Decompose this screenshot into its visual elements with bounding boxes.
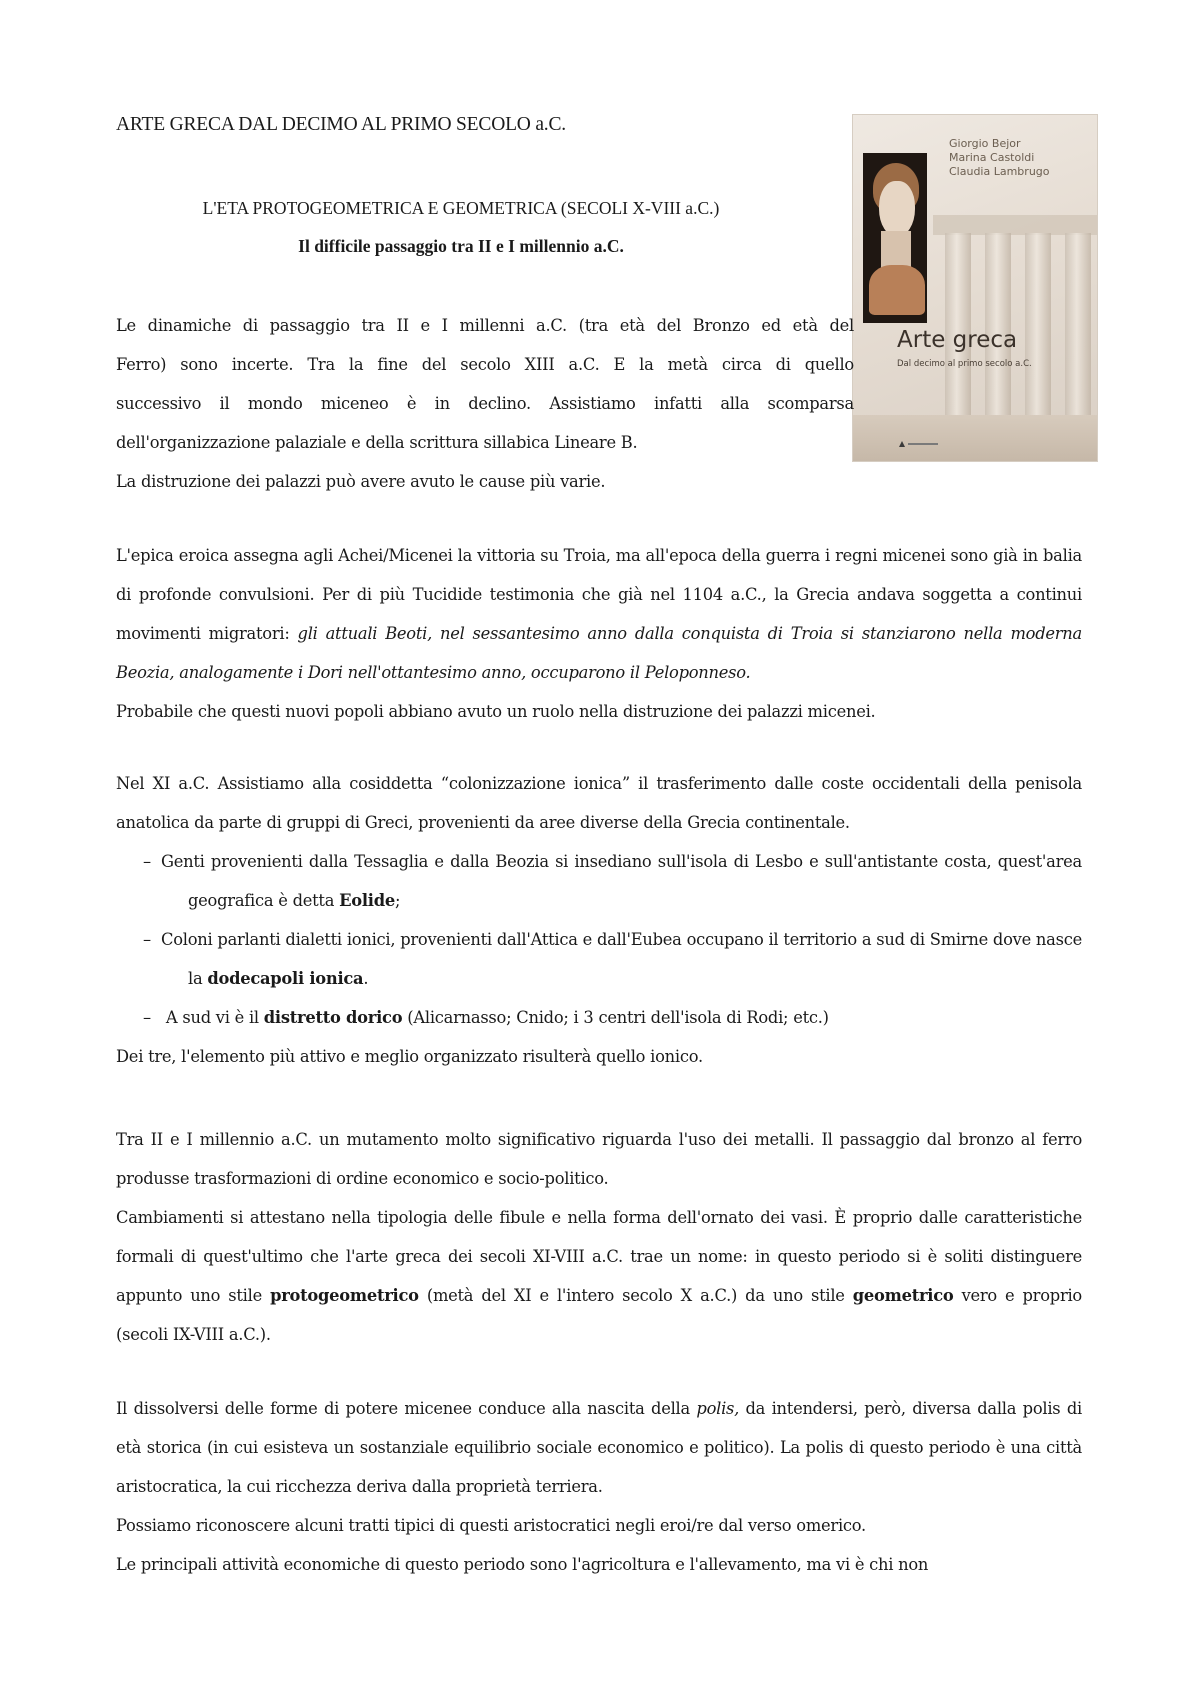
- paragraph-text: Nel XI a.C. Assistiamo alla cosiddetta “colonizzazione ionica” il trasferimento dalle coste occidentali della penisola anatolica da parte di gruppi di Greci, provenienti da aree diverse della Grecia continentale.: [116, 774, 1082, 832]
- list-item-text: A sud vi è il: [161, 1008, 264, 1027]
- cover-author: Marina Castoldi: [949, 151, 1035, 164]
- paragraph-span: da intendersi, però, diversa dalla polis di età storica (in cui esisteva un sostanziale equilibrio sociale economico e politico). La polis di questo periodo è una città aristocratica, la cui ricchezza deriva dalla proprietà terriera.: [116, 1399, 1082, 1496]
- paragraph-line: successivo il mondo miceneo è in declino. Assistiamo infatti alla scomparsa: [116, 394, 854, 413]
- paragraph-span: Cambiamenti si attestano nella tipologia delle fibule e nella forma dell'ornato dei vasi. È proprio dalle caratteristiche formali di quest'ultimo che l'arte greca dei secoli XI-VIII a.C. trae un nome: in questo periodo si è soliti distinguere appunto uno stile: [116, 1208, 1082, 1305]
- paragraph-text: Possiamo riconoscere alcuni tratti tipici di questi aristocratici negli eroi/re dal verso omerico.: [116, 1516, 866, 1535]
- list-item-text: Genti provenienti dalla Tessaglia e dalla Beozia si insediano sull'isola di Lesbo e sull'antistante costa, quest'area geografica è detta: [161, 852, 1082, 910]
- dash-bullet: –: [143, 1008, 151, 1027]
- list-item-bold: dodecapoli ionica: [207, 969, 364, 988]
- paragraph-span: (metà del XI e l'intero secolo X a.C.) da uno stile: [418, 1286, 853, 1305]
- section-subheading: Il difficile passaggio tra II e I millennio a.C.: [298, 236, 624, 256]
- list-item-text: ;: [394, 891, 401, 910]
- bold-term: protogeometrico: [270, 1286, 419, 1305]
- paragraph-4: [116, 1120, 1082, 1354]
- book-cover-image: [852, 114, 1098, 462]
- paragraph-2: [116, 536, 1082, 731]
- thucydides-quote: gli attuali Beoti, nel sessantesimo anno dalla conquista di Troia si stanziarono nella moderna Beozia, analogamente i Dori nell'ottantesimo anno, occuparono il Peloponneso.: [116, 624, 1082, 682]
- list-item-bold: distretto dorico: [263, 1008, 403, 1027]
- list-item-text: .: [363, 969, 369, 988]
- temple-base: [853, 415, 1097, 461]
- paragraph-line: Le dinamiche di passaggio tra II e I millenni a.C. (tra età del Bronzo ed età del: [116, 316, 854, 335]
- paragraph-span: L'epica eroica assegna agli Achei/Micenei la vittoria su Troia, ma all'epoca della guerra i regni micenei sono già in balia di profonde convulsioni. Per di più Tucidide testimonia che già nel 1104 a.C., la Grecia andava soggetta a continui movimenti migratori:: [116, 546, 1082, 643]
- statue-face: [879, 181, 915, 237]
- paragraph-text: Probabile che questi nuovi popoli abbiano avuto un ruolo nella distruzione dei palazzi micenei.: [116, 702, 876, 721]
- publisher-logo-icon: [899, 441, 939, 447]
- paragraph-text: [116, 1389, 1082, 1506]
- paragraph-span: vero e proprio (secoli IX-VIII a.C.).: [116, 1286, 1082, 1344]
- paragraph-line: La distruzione dei palazzi può avere avuto le cause più varie.: [116, 472, 606, 491]
- paragraph-line: dell'organizzazione palaziale e della scrittura sillabica Lineare B.: [116, 433, 638, 452]
- list-item-text: (Alicarnasso; Cnido; i 3 centri dell'isola di Rodi; etc.): [402, 1008, 829, 1027]
- list-item: [116, 998, 1082, 1037]
- italic-term: polis,: [696, 1399, 740, 1418]
- cover-title: Arte greca: [897, 327, 1018, 353]
- paragraph-5: [116, 1389, 1082, 1584]
- paragraph-text: Dei tre, l'elemento più attivo e meglio organizzato risulterà quello ionico.: [116, 1047, 703, 1066]
- temple-entablature: [933, 215, 1098, 235]
- dash-bullet: –: [143, 930, 151, 949]
- list-item-text: Coloni parlanti dialetti ionici, provenienti dall'Attica e dall'Eubea occupano il territorio a sud di Smirne dove nasce la: [161, 930, 1082, 988]
- paragraph-3: [116, 764, 1082, 1076]
- paragraph-text: [116, 536, 1082, 692]
- cover-authors: [949, 137, 1089, 179]
- list-item: [116, 842, 1082, 920]
- cover-subtitle: Dal decimo al primo secolo a.C.: [897, 359, 1032, 369]
- dash-bullet: –: [143, 852, 151, 871]
- statue-portrait: [863, 153, 927, 323]
- paragraph-span: Il dissolversi delle forme di potere micenee conduce alla nascita della: [116, 1399, 697, 1418]
- bold-term: geometrico: [852, 1286, 954, 1305]
- document-title: ARTE GRECA DAL DECIMO AL PRIMO SECOLO a.C.: [116, 114, 566, 135]
- statue-bust: [869, 265, 925, 315]
- list-item-bold: Eolide: [339, 891, 395, 910]
- paragraph-1: [116, 306, 854, 501]
- cover-author: Giorgio Bejor: [949, 137, 1021, 150]
- section-heading: L'ETA PROTOGEOMETRICA E GEOMETRICA (SECOLI X-VIII a.C.): [202, 198, 720, 218]
- paragraph-text: Le principali attività economiche di questo periodo sono l'agricoltura e l'allevamento, ma vi è chi non: [116, 1555, 929, 1574]
- paragraph-text: [116, 1198, 1082, 1354]
- paragraph-text: Tra II e I millennio a.C. un mutamento molto significativo riguarda l'uso dei metalli. Il passaggio dal bronzo al ferro produsse trasformazioni di ordine economico e socio-politico.: [116, 1130, 1082, 1188]
- cover-author: Claudia Lambrugo: [949, 165, 1050, 178]
- colonization-list: [116, 842, 1082, 1037]
- paragraph-line: Ferro) sono incerte. Tra la fine del secolo XIII a.C. E la metà circa di quello: [116, 355, 854, 374]
- list-item: [116, 920, 1082, 998]
